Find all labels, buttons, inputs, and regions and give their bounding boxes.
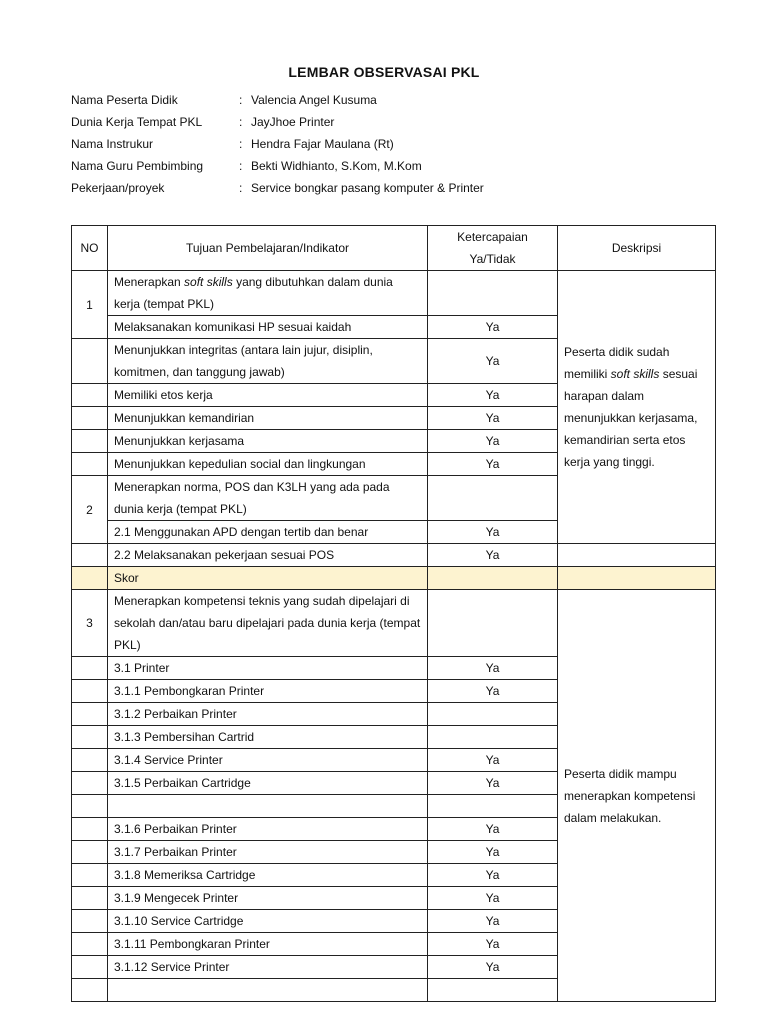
- description-text: sesuai harapan dalam menunjukkan kerjasama, kemandirian serta etos kerja yang tinggi.: [564, 367, 698, 469]
- indicator-cell: 3.1.7 Perbaikan Printer: [108, 841, 428, 864]
- observation-table: [71, 225, 716, 1002]
- achievement-cell: Ya: [428, 407, 558, 430]
- indicator-cell: [108, 795, 428, 818]
- info-value: Bekti Widhianto, S.Kom, M.Kom: [251, 159, 422, 173]
- section-number-empty: [72, 407, 108, 430]
- section-number-empty: [72, 384, 108, 407]
- indicator-text: Menerapkan: [114, 275, 185, 289]
- achievement-cell: Ya: [428, 384, 558, 407]
- achievement-cell: Ya: [428, 841, 558, 864]
- student-info: [71, 89, 484, 199]
- achievement-cell: Ya: [428, 956, 558, 979]
- indicator-cell: 3.1.8 Memeriksa Cartridge: [108, 864, 428, 887]
- achievement-cell: Ya: [428, 933, 558, 956]
- section-number-empty: [72, 680, 108, 703]
- section-number-empty: [72, 726, 108, 749]
- info-row-project: [71, 177, 484, 199]
- indicator-cell: Memiliki etos kerja: [108, 384, 428, 407]
- indicator-cell: Menunjukkan kepedulian social dan lingkungan: [108, 453, 428, 476]
- indicator-cell: 3.1.11 Pembongkaran Printer: [108, 933, 428, 956]
- indicator-cell: 3.1.12 Service Printer: [108, 956, 428, 979]
- info-label: Pekerjaan/proyek: [71, 181, 165, 195]
- section-number-empty: [72, 657, 108, 680]
- achievement-cell-empty: [428, 979, 558, 1002]
- section-number: 2: [72, 476, 108, 544]
- info-row-instructor: [71, 133, 484, 155]
- table-row: [72, 590, 716, 657]
- indicator-text: yang dibutuhkan dalam dunia kerja (tempat PKL): [114, 275, 393, 311]
- section-number-empty: [72, 703, 108, 726]
- score-description-cell: [558, 567, 716, 590]
- info-value: Hendra Fajar Maulana (Rt): [251, 137, 394, 151]
- section-number-empty: [72, 339, 108, 384]
- achievement-cell: [428, 795, 558, 818]
- achievement-cell: Ya: [428, 680, 558, 703]
- achievement-cell: Ya: [428, 430, 558, 453]
- achievement-cell: [428, 590, 558, 657]
- header-description: Deskripsi: [558, 226, 716, 271]
- info-separator: :: [239, 181, 243, 195]
- section-number: 3: [72, 590, 108, 657]
- info-row-teacher: [71, 155, 484, 177]
- indicator-cell: Melaksanakan komunikasi HP sesuai kaidah: [108, 316, 428, 339]
- description-cell: Peserta didik mampu menerapkan kompetensi dalam melakukan.: [558, 590, 716, 1002]
- achievement-cell: Ya: [428, 453, 558, 476]
- header-achievement: [428, 226, 558, 271]
- indicator-cell: Menunjukkan kemandirian: [108, 407, 428, 430]
- indicator-cell: 3.1.9 Mengecek Printer: [108, 887, 428, 910]
- indicator-cell: 3.1.4 Service Printer: [108, 749, 428, 772]
- achievement-cell: Ya: [428, 749, 558, 772]
- indicator-cell: [108, 271, 428, 316]
- achievement-cell: [428, 476, 558, 521]
- section-number-empty: [72, 841, 108, 864]
- achievement-cell: Ya: [428, 521, 558, 544]
- section-number-empty: [72, 933, 108, 956]
- achievement-cell: Ya: [428, 818, 558, 841]
- info-value: Valencia Angel Kusuma: [251, 93, 377, 107]
- info-separator: :: [239, 137, 243, 151]
- section-number: 1: [72, 271, 108, 339]
- section-number-empty: [72, 956, 108, 979]
- achievement-cell: [428, 271, 558, 316]
- section-number-empty: [72, 772, 108, 795]
- info-row-student-name: [71, 89, 484, 111]
- header-no: NO: [72, 226, 108, 271]
- info-value: JayJhoe Printer: [251, 115, 335, 129]
- table-row: [72, 271, 716, 316]
- score-value-cell: [428, 567, 558, 590]
- indicator-cell: 3.1.1 Pembongkaran Printer: [108, 680, 428, 703]
- section-number-empty: [72, 887, 108, 910]
- achievement-cell: Ya: [428, 657, 558, 680]
- section-number-empty: [72, 979, 108, 1002]
- header-achievement-line1: Ketercapaian: [457, 230, 528, 244]
- achievement-cell: [428, 703, 558, 726]
- indicator-cell: Menerapkan norma, POS dan K3LH yang ada pada dunia kerja (tempat PKL): [108, 476, 428, 521]
- indicator-cell: 2.1 Menggunakan APD dengan tertib dan benar: [108, 521, 428, 544]
- description-text: Peserta didik sudah memiliki: [564, 345, 670, 381]
- achievement-cell: Ya: [428, 910, 558, 933]
- achievement-cell: Ya: [428, 772, 558, 795]
- indicator-cell: Menerapkan kompetensi teknis yang sudah dipelajari di sekolah dan/atau baru dipelajari pada dunia kerja (tempat PKL): [108, 590, 428, 657]
- document-title: LEMBAR OBSERVASAI PKL: [288, 64, 480, 80]
- indicator-cell: 2.2 Melaksanakan pekerjaan sesuai POS: [108, 544, 428, 567]
- indicator-cell: Menunjukkan kerjasama: [108, 430, 428, 453]
- section-number-empty: [72, 910, 108, 933]
- description-emphasis: soft skills: [610, 367, 660, 381]
- section-number-empty: [72, 864, 108, 887]
- score-label: Skor: [108, 567, 428, 590]
- achievement-cell: Ya: [428, 864, 558, 887]
- achievement-cell: Ya: [428, 887, 558, 910]
- info-label: Nama Guru Pembimbing: [71, 159, 204, 173]
- achievement-cell: Ya: [428, 316, 558, 339]
- indicator-cell: 3.1.2 Perbaikan Printer: [108, 703, 428, 726]
- info-separator: :: [239, 159, 243, 173]
- section-number-empty: [72, 544, 108, 567]
- achievement-cell: Ya: [428, 544, 558, 567]
- header-indicator: Tujuan Pembelajaran/Indikator: [108, 226, 428, 271]
- indicator-cell-empty: [108, 979, 428, 1002]
- achievement-cell: Ya: [428, 339, 558, 384]
- table-header-row: [72, 226, 716, 271]
- info-row-workplace: [71, 111, 484, 133]
- indicator-cell: 3.1.3 Pembersihan Cartrid: [108, 726, 428, 749]
- indicator-cell: 3.1 Printer: [108, 657, 428, 680]
- section-number-empty: [72, 749, 108, 772]
- indicator-cell: 3.1.6 Perbaikan Printer: [108, 818, 428, 841]
- achievement-cell: [428, 726, 558, 749]
- indicator-cell: 3.1.5 Perbaikan Cartridge: [108, 772, 428, 795]
- section-number-empty: [72, 453, 108, 476]
- section-number-empty: [72, 795, 108, 818]
- score-no-cell: [72, 567, 108, 590]
- info-separator: :: [239, 115, 243, 129]
- score-row: [72, 567, 716, 590]
- info-label: Nama Peserta Didik: [71, 93, 178, 107]
- indicator-cell: Menunjukkan integritas (antara lain jujur, disiplin, komitmen, dan tanggung jawab): [108, 339, 428, 384]
- indicator-emphasis: soft skills: [184, 275, 233, 289]
- description-cell-empty: [558, 544, 716, 567]
- section-number-empty: [72, 430, 108, 453]
- table-row: [72, 544, 716, 567]
- description-cell: [558, 271, 716, 544]
- info-value: Service bongkar pasang komputer & Printer: [251, 181, 484, 195]
- info-label: Nama Instrukur: [71, 137, 154, 151]
- info-label: Dunia Kerja Tempat PKL: [71, 115, 203, 129]
- indicator-cell: 3.1.10 Service Cartridge: [108, 910, 428, 933]
- section-number-empty: [72, 818, 108, 841]
- info-separator: :: [239, 93, 243, 107]
- header-achievement-line2: Ya/Tidak: [469, 252, 516, 266]
